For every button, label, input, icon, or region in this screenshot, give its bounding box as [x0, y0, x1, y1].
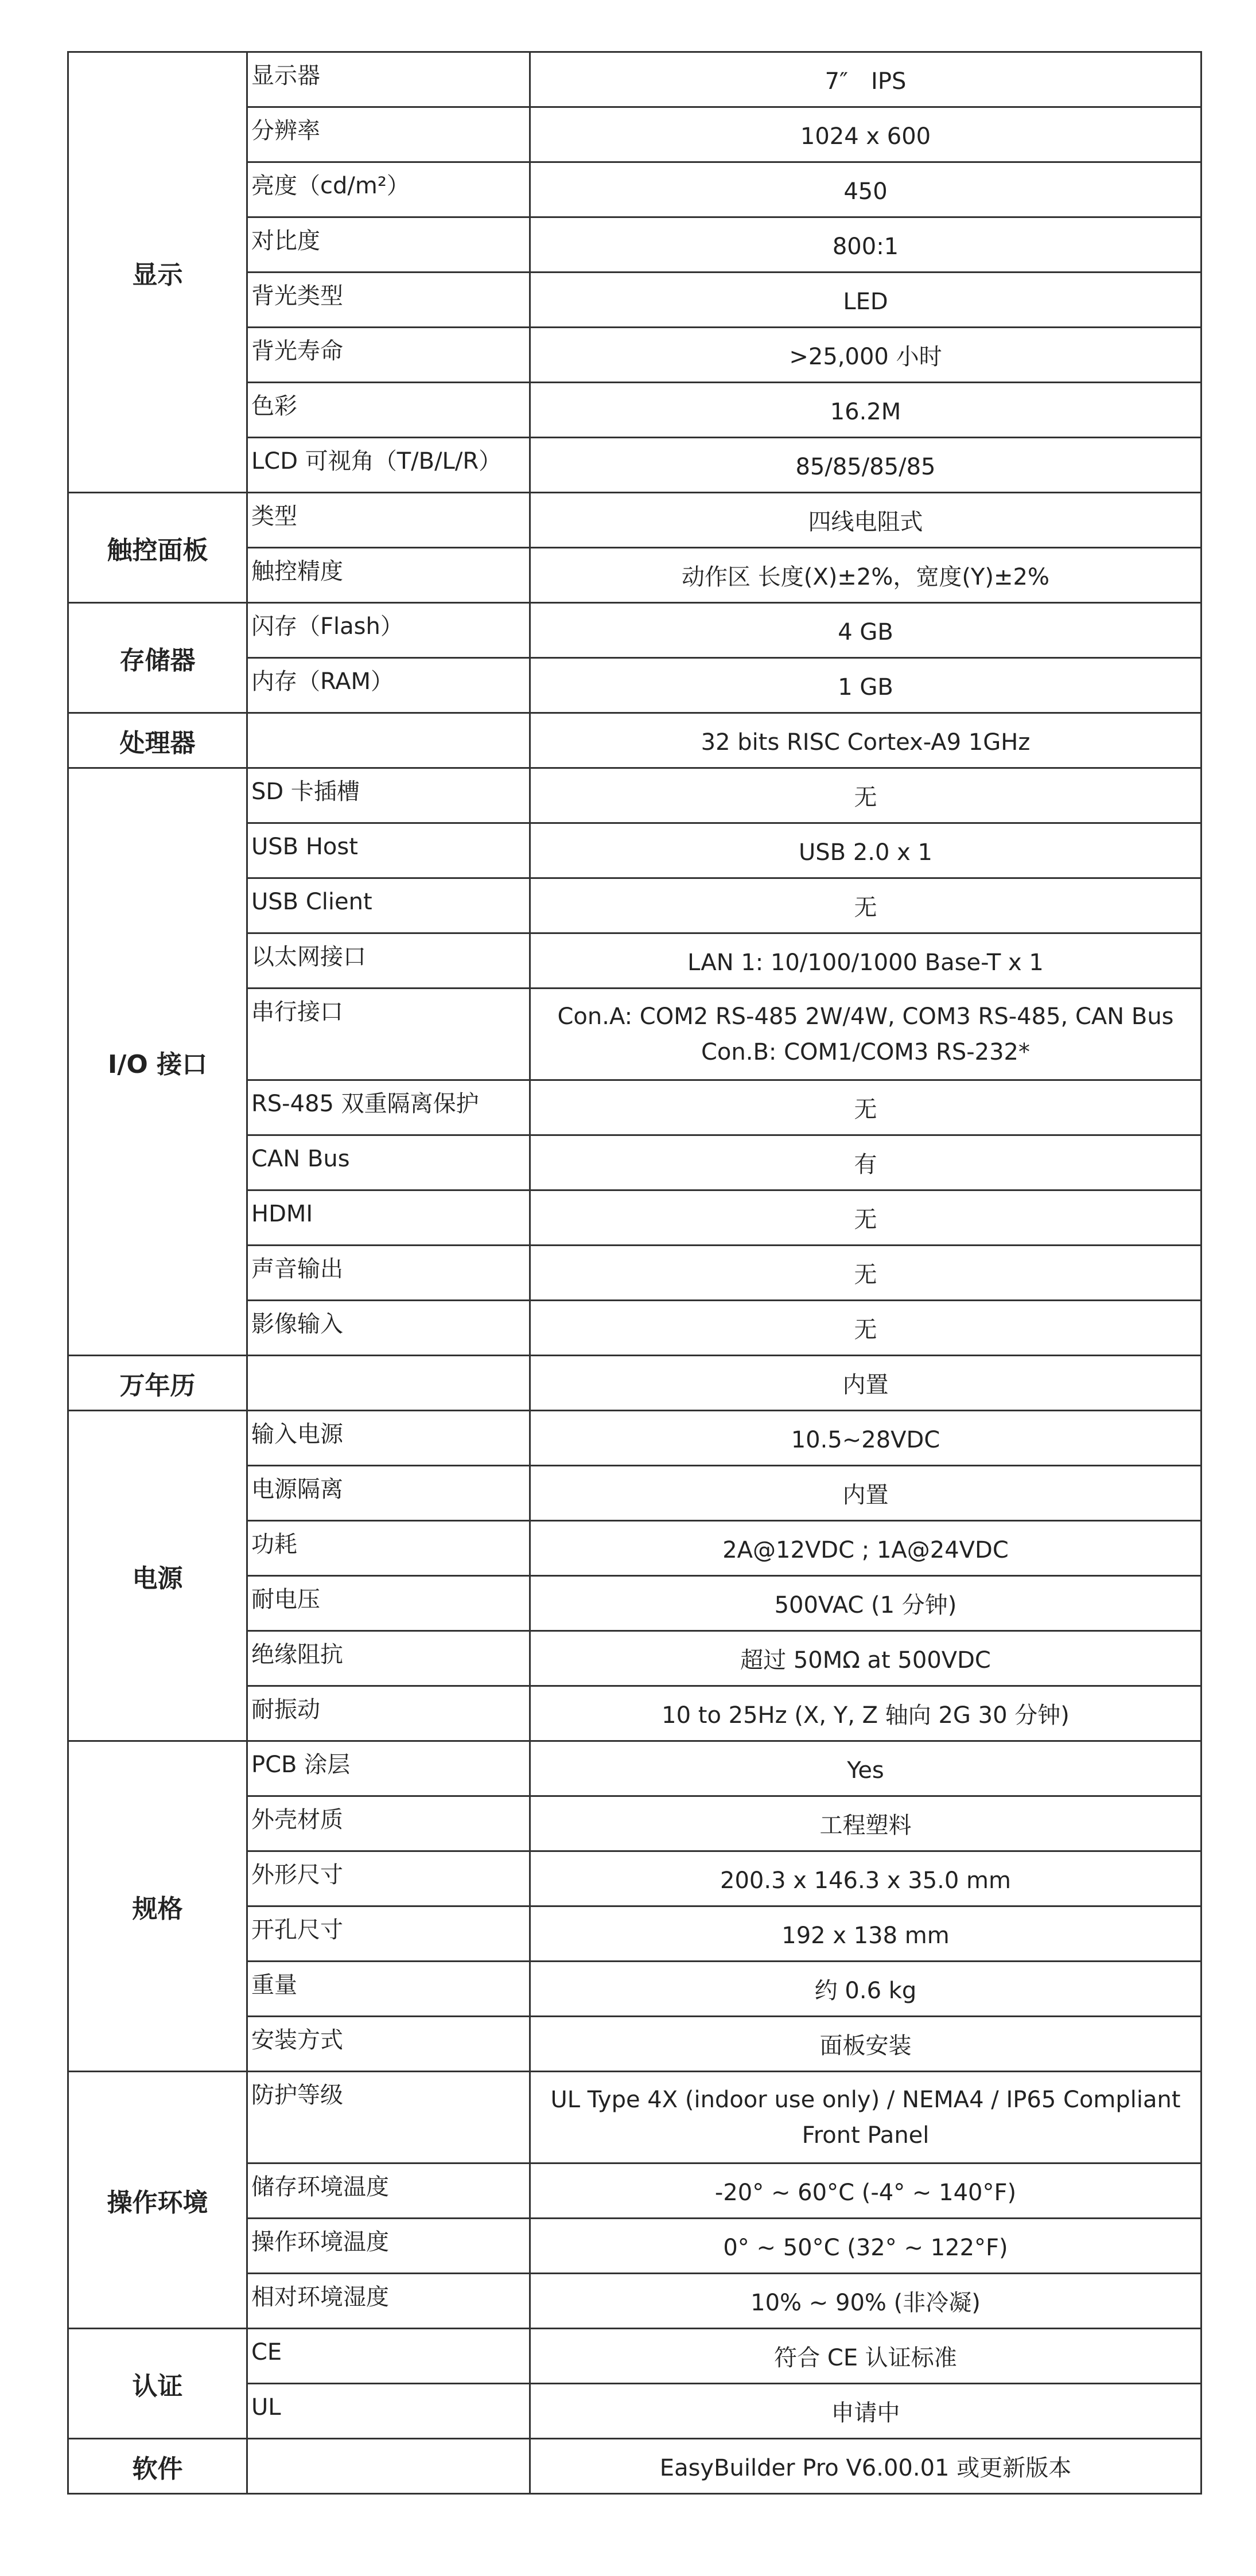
- spec-row: [68, 713, 1201, 768]
- feature-cell: 显示器: [247, 52, 530, 107]
- feature-cell: 对比度: [247, 217, 530, 273]
- value-cell: [530, 2219, 1201, 2274]
- value-line: 450: [843, 178, 888, 205]
- value-line: Con.A: COM2 RS-485 2W/4W, COM3 RS-485, CAN Bus: [557, 1003, 1174, 1030]
- spec-table: [67, 51, 1202, 2495]
- category-cell: 电源: [68, 1411, 247, 1741]
- value-cell: [530, 1631, 1201, 1686]
- feature-cell: [247, 1356, 530, 1411]
- value-cell: [530, 2017, 1201, 2072]
- value-line: 85/85/85/85: [795, 454, 936, 480]
- value-cell: [530, 1356, 1201, 1411]
- feature-cell: 操作环境温度: [247, 2219, 530, 2274]
- value-cell: [530, 1906, 1201, 1962]
- feature-cell: 类型: [247, 493, 530, 548]
- feature-cell: 分辨率: [247, 107, 530, 162]
- feature-cell: 亮度（cd/m²）: [247, 162, 530, 217]
- value-cell: [530, 1962, 1201, 2017]
- value-line: 192 x 138 mm: [781, 1923, 950, 1949]
- feature-cell: 储存环境温度: [247, 2163, 530, 2219]
- feature-cell: 内存（RAM）: [247, 658, 530, 713]
- feature-cell: 背光寿命: [247, 328, 530, 383]
- value-cell: [530, 273, 1201, 328]
- feature-cell: 安装方式: [247, 2017, 530, 2072]
- feature-cell: 外形尺寸: [247, 1851, 530, 1906]
- value-line: LAN 1: 10/100/1000 Base-T x 1: [687, 950, 1044, 976]
- value-cell: [530, 603, 1201, 658]
- value-line: 无: [854, 1262, 877, 1288]
- value-line: LED: [843, 289, 888, 315]
- spec-row: [68, 2072, 1201, 2163]
- value-cell: [530, 1796, 1201, 1851]
- feature-cell: 以太网接口: [247, 933, 530, 989]
- value-cell: [530, 768, 1201, 823]
- category-cell: 操作环境: [68, 2072, 247, 2329]
- value-line: 动作区 长度(X)±2%，宽度(Y)±2%: [682, 564, 1049, 590]
- value-cell: [530, 1576, 1201, 1631]
- value-line: 4 GB: [838, 619, 893, 645]
- value-line: >25,000 小时: [789, 344, 942, 370]
- value-line: 申请中: [831, 2400, 900, 2426]
- value-cell: [530, 1851, 1201, 1906]
- value-cell: [530, 989, 1201, 1080]
- feature-cell: 串行接口: [247, 989, 530, 1080]
- feature-cell: [247, 2439, 530, 2494]
- value-cell: [530, 1741, 1201, 1796]
- feature-cell: 耐电压: [247, 1576, 530, 1631]
- value-cell: [530, 658, 1201, 713]
- value-cell: [530, 1521, 1201, 1576]
- value-cell: [530, 1466, 1201, 1521]
- value-line: 500VAC (1 分钟): [774, 1592, 957, 1618]
- category-cell: 触控面板: [68, 493, 247, 603]
- value-cell: [530, 1411, 1201, 1466]
- value-cell: [530, 52, 1201, 107]
- value-line: 面板安装: [819, 2033, 912, 2059]
- value-line: 10.5~28VDC: [791, 1427, 940, 1453]
- value-cell: [530, 1190, 1201, 1246]
- feature-cell: USB Client: [247, 878, 530, 933]
- value-line: 无: [854, 1317, 877, 1343]
- value-line: 无: [854, 1096, 877, 1123]
- value-cell: [530, 1135, 1201, 1190]
- value-line: 约 0.6 kg: [814, 1978, 917, 2004]
- value-cell: [530, 383, 1201, 438]
- spec-table-body: [68, 52, 1201, 2494]
- spec-row: [68, 768, 1201, 823]
- value-line: 四线电阻式: [808, 509, 923, 535]
- value-line: USB 2.0 x 1: [799, 839, 932, 866]
- category-cell: 万年历: [68, 1356, 247, 1411]
- value-cell: [530, 713, 1201, 768]
- feature-cell: 耐振动: [247, 1686, 530, 1741]
- category-cell: 显示: [68, 52, 247, 493]
- feature-cell: 外壳材质: [247, 1796, 530, 1851]
- value-cell: [530, 1246, 1201, 1301]
- value-line: 无: [854, 1207, 877, 1233]
- value-line: EasyBuilder Pro V6.00.01 或更新版本: [659, 2455, 1072, 2481]
- feature-cell: LCD 可视角（T/B/L/R）: [247, 438, 530, 493]
- feature-cell: 功耗: [247, 1521, 530, 1576]
- value-line: 10 to 25Hz (X, Y, Z 轴向 2G 30 分钟): [662, 1702, 1070, 1729]
- value-cell: [530, 438, 1201, 493]
- value-line: Front Panel: [802, 2122, 930, 2149]
- feature-cell: 输入电源: [247, 1411, 530, 1466]
- value-line: UL Type 4X (indoor use only) / NEMA4 / IP65 Compliant: [550, 2086, 1181, 2113]
- value-cell: [530, 162, 1201, 217]
- value-line: 有: [854, 1151, 877, 1178]
- value-cell: [530, 1686, 1201, 1741]
- feature-cell: HDMI: [247, 1190, 530, 1246]
- value-cell: [530, 493, 1201, 548]
- spec-row: [68, 52, 1201, 107]
- value-line: 1024 x 600: [800, 123, 931, 150]
- feature-cell: CAN Bus: [247, 1135, 530, 1190]
- category-cell: 存储器: [68, 603, 247, 713]
- feature-cell: RS-485 双重隔离保护: [247, 1080, 530, 1135]
- feature-cell: 色彩: [247, 383, 530, 438]
- value-line: 内置: [842, 1482, 889, 1508]
- value-cell: [530, 2163, 1201, 2219]
- feature-cell: 闪存（Flash）: [247, 603, 530, 658]
- feature-cell: 重量: [247, 1962, 530, 2017]
- feature-cell: 电源隔离: [247, 1466, 530, 1521]
- spec-row: [68, 603, 1201, 658]
- spec-row: [68, 493, 1201, 548]
- value-cell: [530, 217, 1201, 273]
- feature-cell: UL: [247, 2384, 530, 2439]
- value-cell: [530, 107, 1201, 162]
- value-line: 32 bits RISC Cortex-A9 1GHz: [701, 729, 1031, 756]
- value-line: 1 GB: [838, 674, 893, 701]
- value-cell: [530, 2439, 1201, 2494]
- feature-cell: CE: [247, 2329, 530, 2384]
- feature-cell: 开孔尺寸: [247, 1906, 530, 1962]
- value-line: 超过 50MΩ at 500VDC: [740, 1647, 991, 1674]
- value-line: -20° ~ 60°C (-4° ~ 140°F): [714, 2180, 1017, 2206]
- category-cell: 认证: [68, 2329, 247, 2439]
- feature-cell: 相对环境湿度: [247, 2274, 530, 2329]
- spec-row: [68, 1741, 1201, 1796]
- value-line: 16.2M: [830, 399, 901, 425]
- value-cell: [530, 1080, 1201, 1135]
- value-cell: [530, 548, 1201, 603]
- spec-row: [68, 1411, 1201, 1466]
- value-line: 200.3 x 146.3 x 35.0 mm: [720, 1867, 1011, 1894]
- value-cell: [530, 2329, 1201, 2384]
- feature-cell: 防护等级: [247, 2072, 530, 2163]
- feature-cell: 背光类型: [247, 273, 530, 328]
- spec-row: [68, 2439, 1201, 2494]
- value-cell: [530, 933, 1201, 989]
- value-line: 10% ~ 90% (非冷凝): [751, 2290, 981, 2316]
- feature-cell: 触控精度: [247, 548, 530, 603]
- category-cell: 规格: [68, 1741, 247, 2072]
- category-cell: 处理器: [68, 713, 247, 768]
- value-cell: [530, 2274, 1201, 2329]
- value-cell: [530, 1301, 1201, 1356]
- value-cell: [530, 328, 1201, 383]
- value-line: Con.B: COM1/COM3 RS-232*: [701, 1038, 1030, 1065]
- value-line: 无: [854, 894, 877, 921]
- value-line: 内置: [842, 1372, 889, 1398]
- feature-cell: 影像输入: [247, 1301, 530, 1356]
- value-line: 7″ IPS: [825, 68, 907, 95]
- value-cell: [530, 2384, 1201, 2439]
- category-cell: I/O 接口: [68, 768, 247, 1356]
- value-line: 无: [854, 784, 877, 811]
- value-cell: [530, 2072, 1201, 2163]
- value-line: 800:1: [832, 234, 899, 260]
- value-line: 0° ~ 50°C (32° ~ 122°F): [723, 2235, 1008, 2261]
- spec-row: [68, 2329, 1201, 2384]
- feature-cell: 绝缘阻抗: [247, 1631, 530, 1686]
- value-cell: [530, 823, 1201, 878]
- spec-sheet: [67, 51, 1200, 2495]
- value-cell: [530, 878, 1201, 933]
- feature-cell: 声音输出: [247, 1246, 530, 1301]
- category-cell: 软件: [68, 2439, 247, 2494]
- feature-cell: SD 卡插槽: [247, 768, 530, 823]
- value-line: 工程塑料: [819, 1812, 912, 1839]
- feature-cell: USB Host: [247, 823, 530, 878]
- value-line: 符合 CE 认证标准: [774, 2345, 957, 2371]
- feature-cell: PCB 涂层: [247, 1741, 530, 1796]
- feature-cell: [247, 713, 530, 768]
- value-line: Yes: [847, 1757, 884, 1784]
- spec-row: [68, 1356, 1201, 1411]
- value-line: 2A@12VDC ; 1A@24VDC: [722, 1537, 1009, 1563]
